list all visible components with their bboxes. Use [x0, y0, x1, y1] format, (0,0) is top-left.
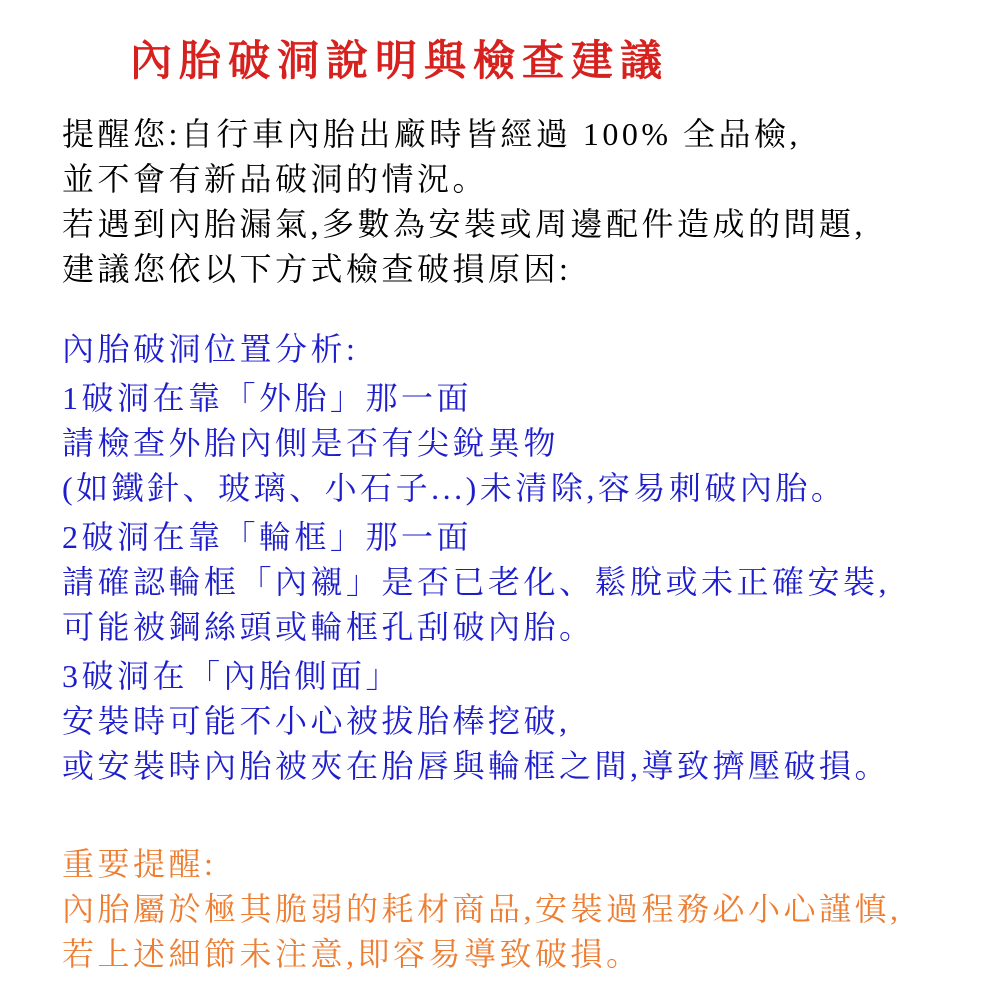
warning-line: 若上述細節未注意,即容易導致破損。 [62, 936, 642, 972]
analysis-heading: 內胎破洞位置分析: [62, 331, 359, 367]
analysis-line: 安裝時可能不小心被拔胎棒挖破, [62, 703, 571, 739]
intro-line: 建議您依以下方式檢查破損原因: [62, 251, 572, 287]
intro-line: 提醒您:自行車內胎出廠時皆經過 100% 全品檢, [62, 116, 802, 152]
analysis-item-3 [62, 654, 970, 789]
analysis-item-2 [62, 515, 970, 650]
warning-line: 內胎屬於極其脆弱的耗材商品,安裝過程務必小心謹慎, [62, 891, 902, 927]
analysis-line: 3破洞在「內胎側面」 [62, 658, 402, 694]
intro-line: 並不會有新品破洞的情況。 [62, 161, 489, 197]
warning-section [62, 842, 970, 977]
analysis-line: 1破洞在靠「外胎」那一面 [62, 380, 473, 416]
analysis-line: 請確認輪框「內襯」是否已老化、鬆脫或未正確安裝, [62, 564, 891, 600]
analysis-line: 可能被鋼絲頭或輪框孔刮破內胎。 [62, 609, 595, 645]
page-title: 內胎破洞說明與檢查建議 [130, 39, 670, 85]
analysis-line: 2破洞在靠「輪框」那一面 [62, 519, 473, 555]
intro-line: 若遇到內胎漏氣,多數為安裝或周邊配件造成的問題, [62, 206, 867, 242]
warning-heading: 重要提醒: [62, 846, 217, 882]
analysis-line: (如鐵針、玻璃、小石子...)未清除,容易刺破內胎。 [62, 470, 847, 506]
analysis-section [62, 327, 970, 789]
analysis-item-1 [62, 376, 970, 511]
intro-paragraph [62, 112, 970, 292]
analysis-line: 或安裝時內胎被夾在胎唇與輪框之間,導致擠壓破損。 [62, 748, 891, 784]
analysis-line: 請檢查外胎內側是否有尖銳異物 [62, 425, 560, 461]
